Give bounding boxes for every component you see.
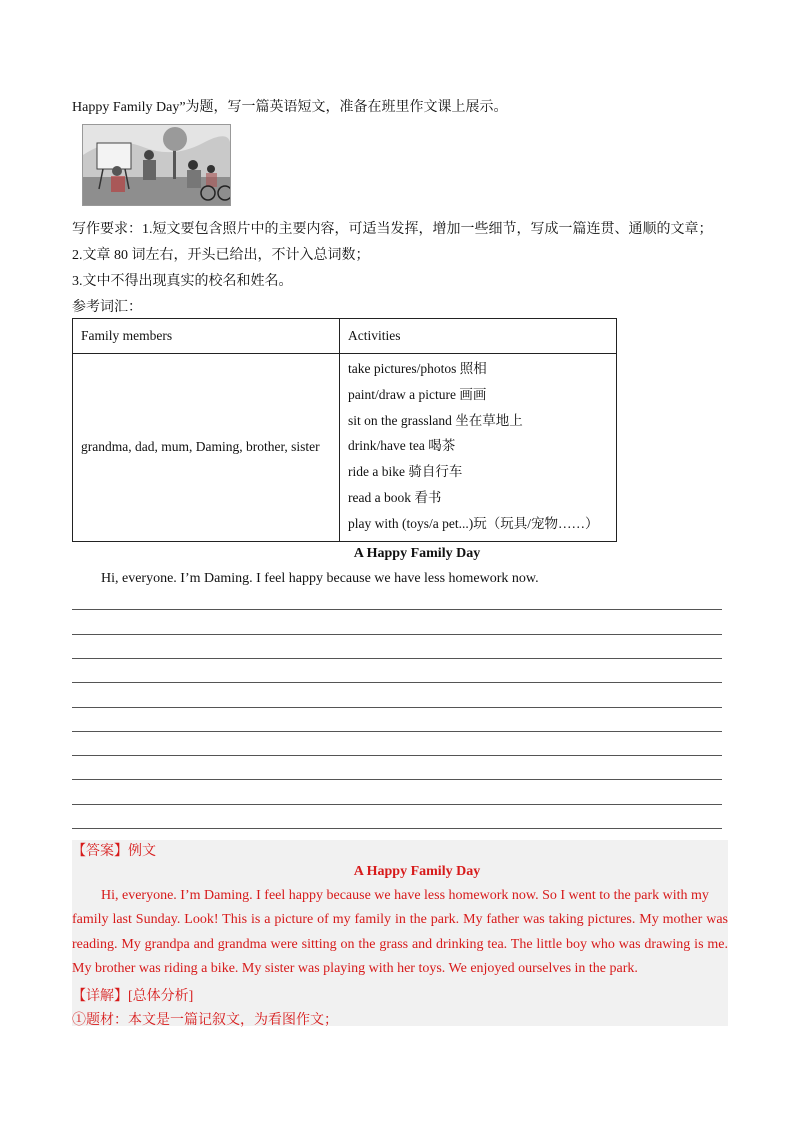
vocab-table-header-row (73, 319, 617, 354)
answer-text-line: Hi, everyone. I’m Daming. I feel happy because we have less homework now. So I went to the park with my (101, 888, 709, 903)
activity-item: play with (toys/a pet...)玩（玩具/宠物……） (348, 515, 599, 531)
activity-item: sit on the grassland 坐在草地上 (348, 412, 523, 428)
writing-line (72, 828, 722, 829)
writing-line (72, 658, 722, 659)
requirement-1: 写作要求：1.短文要包含照片中的主要内容，可适当发挥，增加一些细节，写成一篇连贯、通顺的文章； (72, 222, 713, 237)
family-photo-illustration (83, 125, 230, 205)
activity-item: ride a bike 骑自行车 (348, 464, 463, 480)
vocab-table-body-row (73, 354, 617, 542)
writing-line (72, 804, 722, 805)
activities-cell (340, 354, 617, 542)
intro-line: Happy Family Day”为题，写一篇英语短文，准备在班里作文课上展示。 (72, 100, 508, 115)
family-photo (82, 124, 231, 206)
detail-label: 【详解】[总体分析] (72, 989, 194, 1004)
requirement-2: 2.文章 80 词左右，开头已给出，不计入总词数； (72, 248, 370, 263)
activity-item: drink/have tea 喝茶 (348, 438, 456, 454)
writing-line (72, 779, 722, 780)
answer-label: 【答案】例文 (72, 844, 156, 859)
family-members-cell: grandma, dad, mum, Daming, brother, sister (73, 354, 340, 542)
answer-text-line: My brother was riding a bike. My sister was playing with her toys. We enjoyed ourselves in the park. (72, 961, 638, 976)
writing-line (72, 634, 722, 635)
essay-title: A Happy Family Day (353, 546, 481, 561)
writing-line (72, 707, 722, 708)
answer-title: A Happy Family Day (353, 864, 481, 879)
requirement-3: 3.文中不得出现真实的校名和姓名。 (72, 274, 293, 289)
essay-opening: Hi, everyone. I’m Daming. I feel happy because we have less homework now. (101, 571, 539, 586)
activity-item: read a book 看书 (348, 489, 442, 505)
writing-line (72, 731, 722, 732)
vocab-label: 参考词汇： (72, 300, 142, 315)
answer-text-line: family last Sunday. Look! This is a picture of my family in the park. My father was taking pictures. My mother was (72, 912, 728, 927)
activity-item: take pictures/photos 照相 (348, 361, 487, 376)
writing-line (72, 755, 722, 756)
activity-item: paint/draw a picture 画画 (348, 386, 487, 402)
answer-text-line: reading. My grandpa and grandma were sitting on the grass and drinking tea. The little boy who was drawing is me. (72, 937, 728, 952)
header-family-members: Family members (73, 319, 340, 354)
header-activities: Activities (340, 319, 617, 354)
writing-line (72, 609, 722, 610)
writing-line (72, 682, 722, 683)
vocab-table (72, 318, 617, 542)
detail-item-1: ①题材：本文是一篇记叙文，为看图作文； (72, 1013, 338, 1028)
